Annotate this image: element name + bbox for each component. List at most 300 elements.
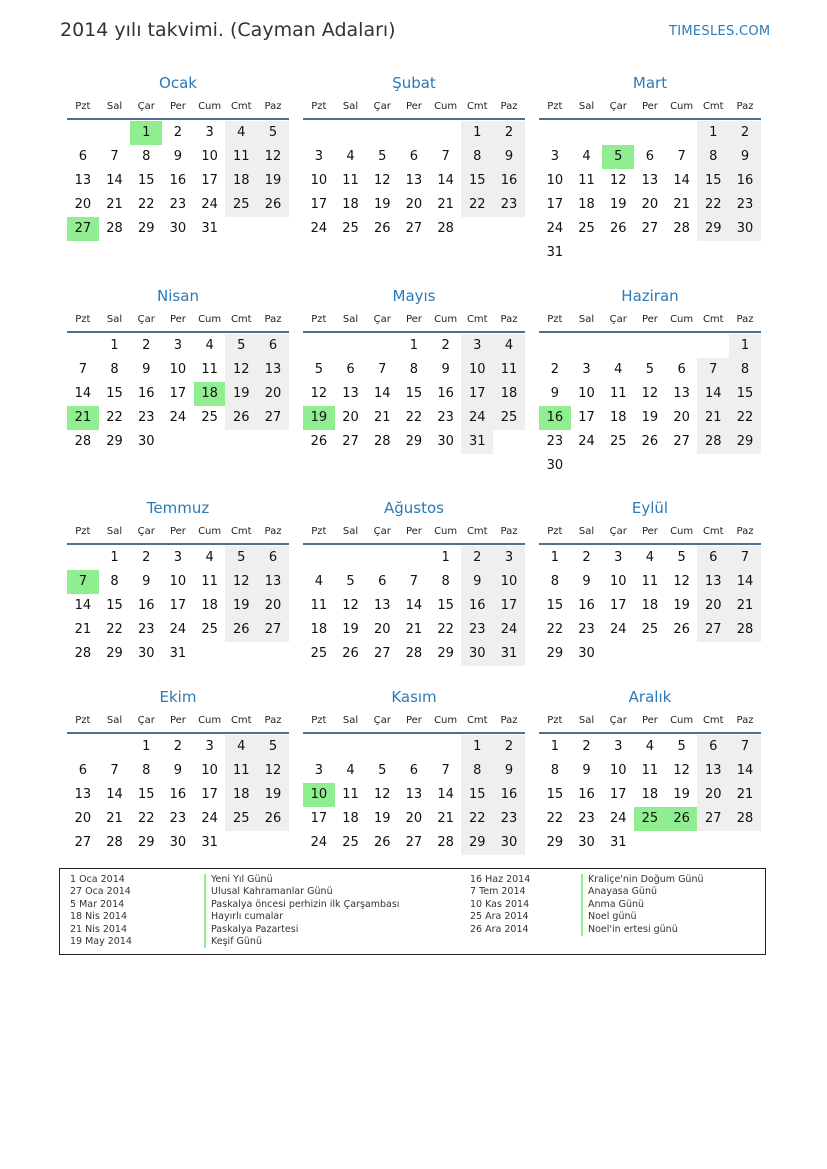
empty-day bbox=[366, 735, 398, 759]
holiday-name: Kraliçe'nin Doğum Günü bbox=[581, 874, 704, 886]
day-cell: 6 bbox=[257, 334, 289, 358]
day-cell: 5 bbox=[378, 149, 387, 164]
day-cell: 17 bbox=[169, 386, 187, 401]
day-cell: 13 bbox=[697, 570, 729, 594]
day-cell: 1 bbox=[110, 550, 119, 565]
day-cell: 30 bbox=[729, 217, 761, 241]
weekday-label: Çar bbox=[137, 526, 155, 537]
day-cell: 25 bbox=[225, 193, 257, 217]
day-cell: 2 bbox=[142, 338, 151, 353]
day-cell: 19 bbox=[225, 382, 257, 406]
empty-day bbox=[539, 334, 571, 358]
day-cell: 30 bbox=[578, 835, 595, 850]
day-cell: 7 bbox=[677, 149, 686, 164]
weekday-label: Per bbox=[405, 715, 422, 726]
day-cell: 25 bbox=[609, 434, 627, 449]
holiday-day: 16 bbox=[539, 406, 571, 430]
day-cell: 4 bbox=[225, 121, 257, 145]
day-cell: 3 bbox=[614, 739, 623, 754]
day-cell: 4 bbox=[314, 574, 323, 589]
day-cell: 21 bbox=[729, 783, 761, 807]
day-cell: 21 bbox=[74, 622, 92, 637]
day-cell: 25 bbox=[578, 221, 595, 236]
holiday-day: 10 bbox=[303, 783, 335, 807]
weekday-header bbox=[303, 521, 525, 545]
weekday-label: Paz bbox=[500, 314, 518, 325]
day-cell: 6 bbox=[346, 362, 355, 377]
day-cell: 17 bbox=[461, 382, 493, 406]
month-calendar bbox=[539, 72, 761, 265]
day-cell: 10 bbox=[546, 173, 564, 188]
day-cell: 3 bbox=[205, 739, 214, 754]
day-cell: 10 bbox=[169, 574, 187, 589]
weekday-label: Per bbox=[405, 101, 422, 112]
day-cell: 2 bbox=[142, 550, 151, 565]
day-cell: 11 bbox=[310, 598, 328, 613]
weekday-label: Çar bbox=[609, 526, 627, 537]
day-cell: 22 bbox=[437, 622, 454, 637]
day-cell: 28 bbox=[697, 430, 729, 454]
day-cell: 31 bbox=[169, 646, 187, 661]
weekday-label: Paz bbox=[736, 314, 754, 325]
holiday-name: Hayırlı cumalar bbox=[204, 911, 399, 923]
day-cell: 17 bbox=[546, 197, 564, 212]
weekday-label: Pzt bbox=[547, 101, 563, 112]
day-cell: 2 bbox=[493, 735, 525, 759]
day-cell: 2 bbox=[582, 739, 591, 754]
day-cell: 23 bbox=[137, 410, 155, 425]
day-cell: 11 bbox=[609, 386, 627, 401]
day-cell: 1 bbox=[110, 338, 119, 353]
page-title: 2014 yılı takvimi. (Cayman Adaları) bbox=[60, 19, 396, 41]
day-cell: 10 bbox=[493, 570, 525, 594]
day-cell: 20 bbox=[697, 594, 729, 618]
holiday-name: Anma Günü bbox=[581, 899, 704, 911]
day-cell: 18 bbox=[225, 169, 257, 193]
day-cell: 12 bbox=[225, 358, 257, 382]
weekday-label: Sal bbox=[106, 314, 123, 325]
weekday-label: Sal bbox=[578, 314, 595, 325]
day-cell: 14 bbox=[373, 386, 391, 401]
day-cell: 24 bbox=[201, 197, 218, 212]
day-cell: 14 bbox=[437, 173, 454, 188]
day-cell: 8 bbox=[110, 362, 119, 377]
weekday-label: Cum bbox=[198, 715, 222, 726]
day-cell: 23 bbox=[461, 618, 493, 642]
day-cell: 23 bbox=[578, 811, 595, 826]
day-cell: 14 bbox=[74, 598, 92, 613]
day-cell: 23 bbox=[169, 811, 187, 826]
day-cell: 14 bbox=[405, 598, 423, 613]
day-cell: 31 bbox=[461, 430, 493, 454]
holiday-day: 27 bbox=[67, 217, 99, 241]
day-cell: 9 bbox=[142, 574, 151, 589]
day-cell: 24 bbox=[201, 811, 218, 826]
holiday-date: 1 Oca 2014 bbox=[70, 874, 125, 885]
weekday-label: Paz bbox=[264, 715, 282, 726]
day-cell: 4 bbox=[582, 149, 591, 164]
day-cell: 14 bbox=[729, 759, 761, 783]
day-cell: 13 bbox=[74, 173, 92, 188]
day-cell: 6 bbox=[257, 546, 289, 570]
day-cell: 11 bbox=[578, 173, 595, 188]
day-cell: 25 bbox=[225, 807, 257, 831]
day-cell: 1 bbox=[461, 121, 493, 145]
empty-day bbox=[602, 334, 634, 358]
day-cell: 16 bbox=[137, 598, 155, 613]
weekday-label: Per bbox=[169, 715, 186, 726]
weekday-label: Sal bbox=[578, 715, 595, 726]
empty-day bbox=[697, 334, 729, 358]
day-cell: 21 bbox=[437, 811, 454, 826]
weekday-label: Pzt bbox=[75, 314, 91, 325]
day-cell: 12 bbox=[225, 570, 257, 594]
day-cell: 19 bbox=[342, 622, 359, 637]
day-cell: 7 bbox=[697, 358, 729, 382]
weekday-label: Cum bbox=[670, 314, 694, 325]
day-cell: 6 bbox=[409, 149, 419, 164]
day-cell: 6 bbox=[645, 149, 655, 164]
day-cell: 28 bbox=[74, 646, 92, 661]
empty-day bbox=[67, 121, 99, 145]
weekday-label: Sal bbox=[342, 314, 359, 325]
day-cell: 20 bbox=[405, 811, 423, 826]
day-cell: 4 bbox=[614, 362, 623, 377]
day-grid bbox=[67, 121, 289, 241]
weekday-label: Pzt bbox=[311, 101, 327, 112]
month-calendar bbox=[303, 497, 525, 666]
weekday-label: Cmt bbox=[702, 101, 724, 112]
brand-link[interactable]: TIMESLES.COM bbox=[669, 24, 771, 39]
day-cell: 8 bbox=[441, 574, 450, 589]
day-cell: 9 bbox=[493, 759, 525, 783]
day-cell: 19 bbox=[673, 787, 690, 802]
day-cell: 17 bbox=[609, 787, 627, 802]
day-cell: 28 bbox=[373, 434, 391, 449]
month-calendar bbox=[303, 686, 525, 855]
day-cell: 28 bbox=[74, 434, 92, 449]
day-cell: 3 bbox=[173, 338, 183, 353]
day-cell: 25 bbox=[310, 646, 328, 661]
weekday-label: Çar bbox=[609, 101, 627, 112]
day-cell: 28 bbox=[405, 646, 423, 661]
day-cell: 12 bbox=[373, 173, 391, 188]
weekday-label: Per bbox=[169, 314, 186, 325]
day-cell: 24 bbox=[493, 618, 525, 642]
day-cell: 6 bbox=[78, 149, 87, 164]
day-cell: 27 bbox=[74, 835, 92, 850]
day-cell: 17 bbox=[201, 787, 218, 802]
holiday-day: 26 bbox=[666, 807, 698, 831]
day-cell: 28 bbox=[106, 221, 123, 236]
weekday-label: Per bbox=[641, 101, 658, 112]
holiday-name: Noel'in ertesi günü bbox=[581, 924, 704, 936]
day-cell: 23 bbox=[493, 807, 525, 831]
day-cell: 15 bbox=[546, 787, 564, 802]
day-cell: 30 bbox=[461, 642, 493, 666]
day-cell: 29 bbox=[437, 646, 454, 661]
day-grid bbox=[539, 334, 761, 478]
day-cell: 16 bbox=[437, 386, 454, 401]
day-cell: 18 bbox=[225, 783, 257, 807]
holiday-name: Ulusal Kahramanlar Günü bbox=[204, 886, 399, 898]
day-cell: 7 bbox=[78, 362, 87, 377]
weekday-label: Sal bbox=[106, 526, 123, 537]
day-cell: 2 bbox=[550, 362, 559, 377]
month-name: Ocak bbox=[159, 74, 197, 92]
day-cell: 20 bbox=[257, 594, 289, 618]
day-grid bbox=[67, 334, 289, 454]
day-cell: 21 bbox=[373, 410, 391, 425]
day-cell: 1 bbox=[550, 550, 559, 565]
empty-day bbox=[398, 735, 430, 759]
month-name: Mayıs bbox=[392, 287, 436, 305]
day-cell: 5 bbox=[257, 735, 289, 759]
day-cell: 31 bbox=[546, 245, 564, 260]
holiday-date: 27 Oca 2014 bbox=[70, 886, 131, 898]
day-cell: 17 bbox=[201, 173, 218, 188]
empty-day bbox=[335, 121, 367, 145]
day-cell: 8 bbox=[461, 759, 493, 783]
day-cell: 22 bbox=[137, 811, 155, 826]
day-cell: 14 bbox=[673, 173, 690, 188]
day-cell: 9 bbox=[461, 570, 493, 594]
weekday-label: Sal bbox=[106, 715, 123, 726]
month-calendar bbox=[303, 72, 525, 241]
day-cell: 27 bbox=[697, 807, 729, 831]
weekday-label: Çar bbox=[373, 314, 391, 325]
empty-day bbox=[571, 334, 603, 358]
weekday-label: Sal bbox=[578, 101, 595, 112]
day-cell: 22 bbox=[461, 807, 493, 831]
day-cell: 18 bbox=[310, 622, 328, 637]
day-cell: 2 bbox=[582, 550, 591, 565]
day-grid bbox=[539, 121, 761, 265]
weekday-label: Pzt bbox=[311, 314, 327, 325]
day-cell: 1 bbox=[142, 739, 151, 754]
day-cell: 26 bbox=[310, 434, 328, 449]
month-name: Haziran bbox=[621, 287, 679, 305]
day-cell: 15 bbox=[461, 169, 493, 193]
day-cell: 19 bbox=[373, 197, 391, 212]
day-cell: 22 bbox=[461, 193, 493, 217]
day-cell: 9 bbox=[173, 763, 183, 778]
day-cell: 11 bbox=[225, 759, 257, 783]
day-cell: 7 bbox=[729, 546, 761, 570]
day-cell: 9 bbox=[173, 149, 183, 164]
day-cell: 8 bbox=[142, 149, 151, 164]
day-cell: 17 bbox=[578, 410, 595, 425]
day-cell: 4 bbox=[493, 334, 525, 358]
day-cell: 27 bbox=[373, 646, 391, 661]
day-cell: 27 bbox=[673, 434, 690, 449]
month-name: Şubat bbox=[392, 74, 436, 92]
day-cell: 31 bbox=[201, 835, 218, 850]
empty-day bbox=[303, 121, 335, 145]
day-cell: 28 bbox=[673, 221, 690, 236]
weekday-header bbox=[303, 309, 525, 333]
day-cell: 22 bbox=[106, 410, 123, 425]
day-cell: 25 bbox=[201, 622, 218, 637]
month-calendar bbox=[67, 497, 289, 666]
weekday-label: Pzt bbox=[75, 526, 91, 537]
day-cell: 12 bbox=[641, 386, 659, 401]
day-cell: 26 bbox=[609, 221, 627, 236]
holiday-day: 1 bbox=[130, 121, 162, 145]
weekday-label: Paz bbox=[736, 715, 754, 726]
day-cell: 29 bbox=[106, 646, 123, 661]
day-cell: 2 bbox=[461, 546, 493, 570]
day-cell: 22 bbox=[405, 410, 423, 425]
day-cell: 26 bbox=[225, 406, 257, 430]
day-cell: 11 bbox=[342, 173, 359, 188]
month-name: Kasım bbox=[391, 688, 437, 706]
empty-day bbox=[335, 334, 367, 358]
day-cell: 29 bbox=[106, 434, 123, 449]
legend-dates-right bbox=[470, 874, 530, 936]
day-cell: 25 bbox=[201, 410, 218, 425]
weekday-header bbox=[67, 521, 289, 545]
day-cell: 21 bbox=[106, 197, 123, 212]
day-cell: 3 bbox=[173, 550, 183, 565]
day-cell: 15 bbox=[137, 787, 155, 802]
weekday-label: Çar bbox=[373, 715, 391, 726]
day-cell: 24 bbox=[609, 811, 627, 826]
day-cell: 4 bbox=[205, 338, 214, 353]
day-cell: 24 bbox=[169, 410, 187, 425]
day-cell: 26 bbox=[257, 807, 289, 831]
day-cell: 19 bbox=[609, 197, 627, 212]
weekday-label: Cum bbox=[434, 314, 458, 325]
weekday-label: Paz bbox=[500, 101, 518, 112]
weekday-label: Per bbox=[405, 314, 422, 325]
day-cell: 11 bbox=[201, 362, 218, 377]
day-cell: 12 bbox=[609, 173, 627, 188]
day-cell: 23 bbox=[546, 434, 564, 449]
day-cell: 28 bbox=[729, 807, 761, 831]
holiday-date: 10 Kas 2014 bbox=[470, 898, 530, 910]
day-cell: 10 bbox=[201, 149, 218, 164]
day-cell: 13 bbox=[342, 386, 359, 401]
holiday-name: Paskalya öncesi perhizin ilk Çarşambası bbox=[204, 899, 399, 911]
day-cell: 30 bbox=[546, 458, 564, 473]
month-calendar bbox=[539, 285, 761, 478]
weekday-label: Çar bbox=[609, 314, 627, 325]
day-grid bbox=[303, 121, 525, 241]
holiday-date: 19 May 2014 bbox=[70, 935, 132, 947]
day-cell: 15 bbox=[437, 598, 454, 613]
day-cell: 12 bbox=[342, 598, 359, 613]
month-name: Nisan bbox=[157, 287, 199, 305]
day-cell: 3 bbox=[205, 125, 214, 140]
day-grid bbox=[67, 546, 289, 666]
day-cell: 5 bbox=[314, 362, 323, 377]
day-cell: 14 bbox=[106, 787, 123, 802]
day-cell: 4 bbox=[205, 550, 214, 565]
holiday-day: 19 bbox=[303, 406, 335, 430]
day-cell: 11 bbox=[201, 574, 218, 589]
day-cell: 4 bbox=[346, 763, 355, 778]
day-cell: 24 bbox=[310, 835, 328, 850]
weekday-label: Cmt bbox=[230, 314, 252, 325]
day-cell: 20 bbox=[641, 197, 659, 212]
weekday-label: Cum bbox=[670, 101, 694, 112]
day-cell: 4 bbox=[645, 550, 655, 565]
day-cell: 31 bbox=[609, 835, 627, 850]
day-cell: 27 bbox=[697, 618, 729, 642]
day-cell: 18 bbox=[493, 382, 525, 406]
weekday-label: Cum bbox=[198, 526, 222, 537]
day-cell: 26 bbox=[225, 618, 257, 642]
weekday-header bbox=[303, 96, 525, 120]
legend-names-left bbox=[204, 874, 399, 948]
day-cell: 5 bbox=[677, 739, 686, 754]
day-cell: 11 bbox=[225, 145, 257, 169]
weekday-header bbox=[303, 710, 525, 734]
day-cell: 15 bbox=[137, 173, 155, 188]
day-cell: 7 bbox=[110, 763, 119, 778]
day-cell: 13 bbox=[641, 173, 659, 188]
day-cell: 24 bbox=[310, 221, 328, 236]
day-cell: 11 bbox=[641, 574, 659, 589]
weekday-label: Çar bbox=[137, 101, 155, 112]
day-cell: 20 bbox=[74, 197, 92, 212]
day-cell: 18 bbox=[641, 787, 659, 802]
month-name: Ekim bbox=[159, 688, 197, 706]
day-cell: 12 bbox=[673, 574, 690, 589]
empty-day bbox=[539, 121, 571, 145]
day-cell: 8 bbox=[550, 763, 559, 778]
empty-day bbox=[634, 121, 666, 145]
weekday-label: Paz bbox=[736, 526, 754, 537]
day-cell: 16 bbox=[169, 173, 187, 188]
day-cell: 13 bbox=[697, 759, 729, 783]
holiday-date: 21 Nis 2014 bbox=[70, 923, 127, 935]
day-cell: 3 bbox=[493, 546, 525, 570]
empty-day bbox=[67, 334, 99, 358]
day-cell: 13 bbox=[405, 173, 423, 188]
day-cell: 17 bbox=[609, 598, 627, 613]
day-cell: 23 bbox=[493, 193, 525, 217]
day-cell: 18 bbox=[578, 197, 595, 212]
day-cell: 1 bbox=[441, 550, 450, 565]
day-cell: 26 bbox=[673, 622, 690, 637]
empty-day bbox=[67, 546, 99, 570]
month-calendar bbox=[67, 686, 289, 855]
day-cell: 2 bbox=[729, 121, 761, 145]
empty-day bbox=[430, 735, 462, 759]
weekday-label: Per bbox=[641, 526, 658, 537]
day-cell: 27 bbox=[342, 434, 359, 449]
day-cell: 16 bbox=[461, 594, 493, 618]
holiday-day: 5 bbox=[602, 145, 634, 169]
day-cell: 21 bbox=[437, 197, 454, 212]
day-cell: 19 bbox=[673, 598, 690, 613]
day-cell: 20 bbox=[342, 410, 359, 425]
weekday-label: Sal bbox=[106, 101, 123, 112]
holiday-day: 25 bbox=[634, 807, 666, 831]
day-cell: 29 bbox=[405, 434, 423, 449]
holiday-date: 16 Haz 2014 bbox=[470, 874, 531, 885]
day-cell: 12 bbox=[373, 787, 391, 802]
day-cell: 29 bbox=[137, 221, 155, 236]
empty-day bbox=[303, 334, 335, 358]
empty-day bbox=[366, 546, 398, 570]
weekday-label: Per bbox=[641, 715, 658, 726]
day-cell: 29 bbox=[697, 217, 729, 241]
holiday-day: 7 bbox=[67, 570, 99, 594]
day-cell: 16 bbox=[729, 169, 761, 193]
